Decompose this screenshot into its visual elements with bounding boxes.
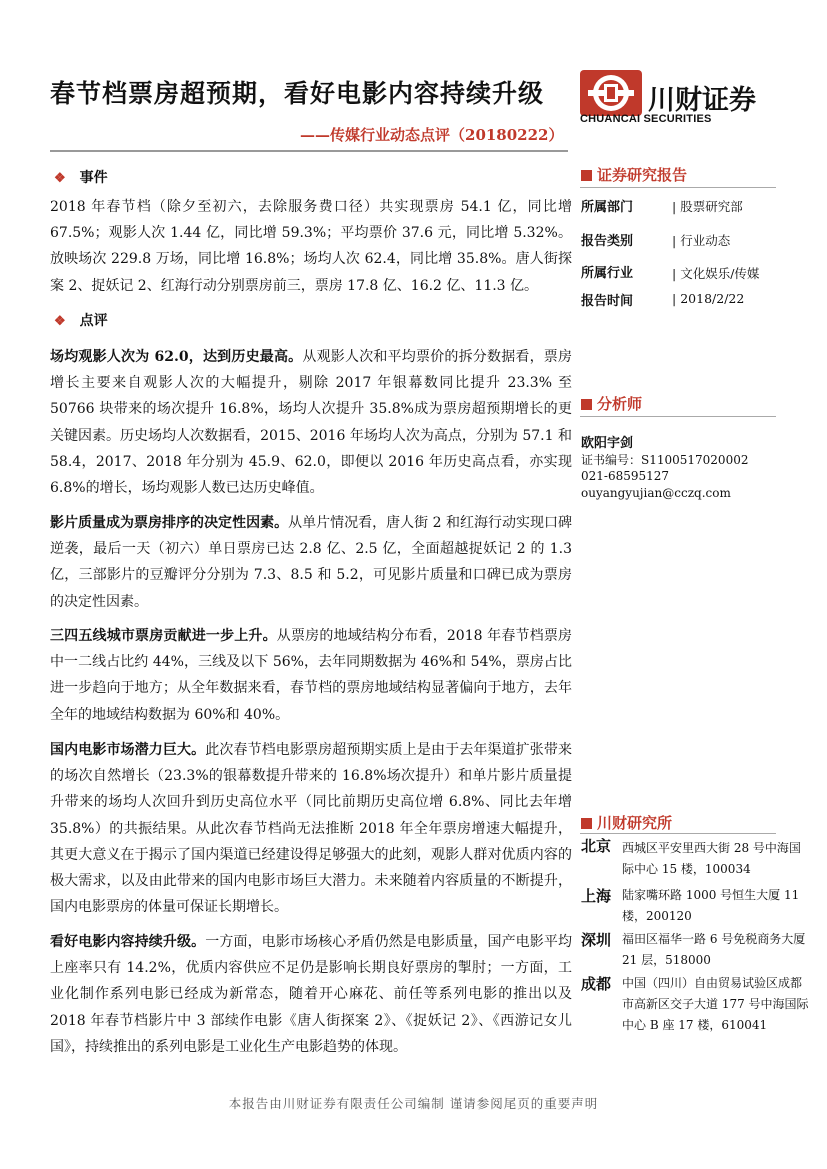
brand-name-en: CHUANCAI SECURITIES (580, 113, 712, 125)
office-city-chengdu: 成都 (581, 975, 612, 993)
paragraph-body: 从单片情况看，唐人街 2 和红海行动实现口碑逆袭，最后一天（初六）单日票房已达 2.8 亿、2.5 亿，全面超越捉妖记 2 的 1.3 亿，三部影片的豆瓣评分分别为 7.3、8.5 和 5.2，可见影片质量和口碑已成为票房的决定性因素。 (50, 515, 573, 610)
info-key-industry: 所属行业 (581, 266, 634, 281)
paragraph-body: 一方面，电影市场核心矛盾仍然是电影质量，国产电影平均上座率只有 14.2%，优质内容供应不足仍是影响长期良好票房的掣肘；一方面，工业化制作系列电影已经成为新常态，随着开心麻花、前任等系列电影的推出以及 2018 年春节档影片中 3 部续作电影《唐人街探案 2》、《捉妖记 2》、《西游记女儿国》，持续推出的系列电影是工业化生产电影趋势的体现。 (50, 934, 573, 1055)
comment-paragraph-2 (50, 510, 572, 615)
office-city-beijing: 北京 (581, 837, 612, 855)
event-paragraph: 2018 年春节档（除夕至初六，去除服务费口径）共实现票房 54.1 亿，同比增 67.5%；观影人次 1.44 亿，同比增 59.3%；平均票价 37.6 元，同比增 5.32%。放映场次 229.8 万场，同比增 16.8%；场均人次 62.4，同比增 35.8%。唐人街探案 2、捉妖记 2、红海行动分别票房前三，票房 17.8 亿、16.2 亿、11.3 亿。 (50, 199, 572, 294)
event-heading (54, 167, 108, 187)
diamond-bullet-icon: ❖ (54, 314, 66, 329)
paragraph-body: 此次春节档电影票房超预期实质上是由于去年渠道扩张带来的场次自然增长（23.3%的银幕数提升带来的 16.8%场次提升）和单片影片质量提升带来的场均人次回升到历史高位水平（同比前期历史高位增 6.8%、同比去年增 35.8%）的共振结果。从此次春节档尚无法推断 2018 年全年票房增速大幅提升，其更大意义在于揭示了国内渠道已经建设得足够强大的此刻，观影人群对优质内容的极大需求，以及由此带来的国内电影市场巨大潜力。未来随着内容质量的不断提升，国内电影票房的体量可保证长期增长。 (50, 742, 573, 916)
office-address-chengdu: 中国（四川）自由贸易试验区成都市高新区交子大道 177 号中海国际中心 B 座 17 楼，610041 (622, 976, 809, 1032)
office-address-beijing: 西城区平安里西大街 28 号中海国际中心 15 楼，100034 (622, 841, 801, 876)
paragraph-body: 从票房的地域结构分布看，2018 年春节档票房中一二线占比约 44%，三线及以下 56%，去年同期数据为 46%和 54%，票房占比进一步趋向于地方；从全年数据来看，春节档的票房地域结构显著偏向于地方，去年全年的地域结构数据为 60%和 40%。 (50, 628, 573, 723)
page-footer: 本报告由川财证券有限责任公司编制 谨请参阅尾页的重要声明 (228, 1096, 599, 1111)
square-bullet-icon (581, 399, 592, 410)
paragraph-body: 从观影人次和平均票价的拆分数据看，票房增长主要来自观影人次的大幅提升，剔除 2017 年银幕数同比提升 23.3% 至 50766 块带来的场次提升 16.8%，场均人次提升 35.8%成为票房超预期增长的更关键因素。历史场均人次数据看，2015、2016 年场均人次为高点，分别为 57.1 和 58.4，2017、2018 年分别为 45.9、62.0，即便以 2016 年历史高点看，亦实现 6.8%的增长，场均观影人数已达历史峰值。 (50, 349, 572, 497)
sidebar-divider (580, 833, 776, 834)
analyst-heading-label: 分析师 (597, 395, 643, 413)
institute-heading-label: 川财研究所 (597, 814, 673, 832)
institute-heading (581, 812, 672, 833)
event-heading-label: 事件 (79, 170, 108, 186)
report-title: 春节档票房超预期，看好电影内容持续升级 (50, 79, 545, 108)
comment-paragraph-3 (50, 623, 572, 728)
comment-heading (54, 310, 108, 330)
header-divider (50, 150, 568, 152)
sidebar-divider (580, 187, 776, 188)
analyst-heading (581, 393, 642, 414)
analyst-phone: 021-68595127 (581, 469, 670, 483)
paragraph-lead: 看好电影内容持续升级。 (50, 934, 206, 950)
info-value-category: | 行业动态 (672, 231, 730, 249)
office-address-shanghai: 陆家嘴环路 1000 号恒生大厦 11 楼，200120 (622, 888, 800, 923)
comment-paragraph-4 (50, 737, 572, 920)
paragraph-lead: 影片质量成为票房排序的决定性因素。 (50, 515, 289, 531)
square-bullet-icon (581, 818, 592, 829)
analyst-email[interactable]: ouyangyujian@cczq.com (581, 486, 731, 500)
info-value-department: | 股票研究部 (672, 197, 743, 215)
info-value-date: | 2018/2/22 (672, 291, 744, 306)
square-bullet-icon (581, 170, 592, 181)
paragraph-lead: 场均观影人次为 62.0，达到历史最高。 (50, 349, 303, 365)
analyst-name: 欧阳宇剑 (581, 436, 634, 451)
info-value-industry: | 文化娱乐/传媒 (672, 264, 759, 282)
office-city-shanghai: 上海 (581, 887, 612, 905)
report-subtitle: ——传媒行业动态点评（20180222） (300, 126, 564, 144)
brand-name-cn: 川财证券 (648, 85, 756, 116)
paragraph-lead: 三四五线城市票房贡献进一步上升。 (50, 628, 277, 644)
report-info-heading-label: 证券研究报告 (597, 166, 688, 184)
info-key-date: 报告时间 (581, 294, 634, 309)
sidebar-divider (580, 416, 776, 417)
comment-paragraph-5 (50, 929, 572, 1060)
paragraph-lead: 国内电影市场潜力巨大。 (50, 742, 206, 758)
office-address-shenzhen: 福田区福华一路 6 号免税商务大厦 21 层，518000 (622, 932, 806, 967)
office-city-shenzhen: 深圳 (581, 931, 612, 949)
diamond-bullet-icon: ❖ (54, 171, 66, 186)
info-key-category: 报告类别 (581, 234, 634, 249)
report-info-heading (581, 164, 687, 185)
chuancai-logo-icon (580, 70, 642, 116)
comment-paragraph-1 (50, 344, 572, 501)
info-key-department: 所属部门 (581, 200, 634, 215)
analyst-cert: 证书编号：S1100517020002 (581, 453, 749, 467)
comment-heading-label: 点评 (79, 313, 108, 329)
